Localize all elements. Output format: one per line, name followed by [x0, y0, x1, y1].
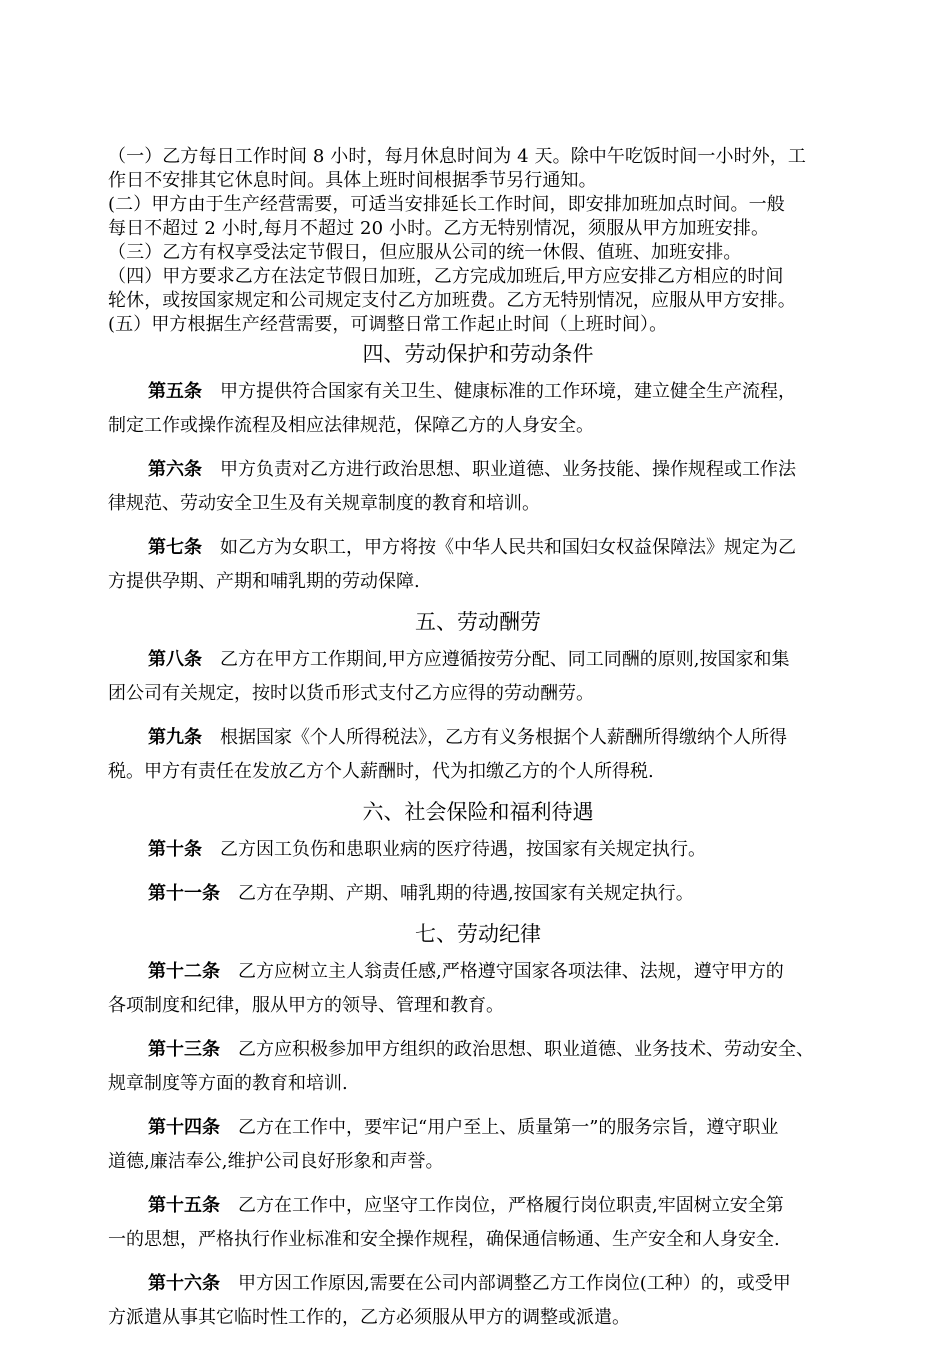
working-hours-item [108, 241, 848, 265]
article [108, 531, 848, 599]
article-label: 第十三条 [148, 1039, 220, 1060]
article-line [108, 1189, 848, 1223]
article-text: 乙方在甲方工作期间,甲方应遵循按劳分配、同工同酬的原则,按国家和集 [220, 649, 790, 670]
article-text: 税。甲方有责任在发放乙方个人薪酬时，代为扣缴乙方的个人所得税. [108, 761, 654, 782]
article-text: 乙方在工作中，应坚守工作岗位，严格履行岗位职责,牢固树立安全第 [238, 1195, 784, 1216]
article [108, 1033, 848, 1101]
working-hours-item [108, 193, 848, 241]
article-line [108, 1223, 848, 1257]
article-text: 甲方提供符合国家有关卫生、健康标准的工作环境，建立健全生产流程， [220, 381, 796, 402]
item-line: 作日不安排其它休息时间。具体上班时间根据季节另行通知。 [108, 170, 597, 191]
article-line [108, 1033, 848, 1067]
article-text: 制定工作或操作流程及相应法律规范，保障乙方的人身安全。 [108, 415, 594, 436]
article-text: 乙方应积极参加甲方组织的政治思想、职业道德、业务技术、劳动安全、 [238, 1039, 814, 1060]
article-text: 乙方在工作中，要牢记“用户至上、质量第一”的服务宗旨，遵守职业 [238, 1117, 779, 1138]
working-hours-item [108, 313, 848, 337]
section-heading: 四、劳动保护和劳动条件 [362, 342, 594, 366]
item-line: (二）甲方由于生产经营需要，可适当安排延长工作时间，即安排加班加点时间。一般 [108, 194, 785, 215]
article [108, 721, 848, 789]
item-line: （四）甲方要求乙方在法定节假日加班，乙方完成加班后,甲方应安排乙方相应的时间 [108, 266, 784, 287]
article-text: 各项制度和纪律，服从甲方的领导、管理和教育。 [108, 995, 504, 1016]
article-label: 第七条 [148, 537, 202, 558]
article-label: 第十四条 [148, 1117, 220, 1138]
article-text: 团公司有关规定，按时以货币形式支付乙方应得的劳动酬劳。 [108, 683, 594, 704]
article-text: 道德,廉洁奉公,维护公司良好形象和声誉。 [108, 1151, 444, 1172]
article-text: 规章制度等方面的教育和培训. [108, 1073, 348, 1094]
article [108, 643, 848, 711]
article-line [108, 487, 848, 521]
article-text: 甲方因工作原因,需要在公司内部调整乙方工作岗位(工种）的，或受甲 [238, 1273, 791, 1294]
article [108, 1111, 848, 1179]
article [108, 833, 848, 867]
article-line [108, 409, 848, 443]
article-line [108, 721, 848, 755]
article [108, 375, 848, 443]
section-heading: 六、社会保险和福利待遇 [362, 800, 594, 824]
article-text: 方提供孕期、产期和哺乳期的劳动保障. [108, 571, 420, 592]
item-line: 轮休，或按国家规定和公司规定支付乙方加班费。乙方无特别情况，应服从甲方安排。 [108, 290, 796, 311]
article [108, 955, 848, 1023]
article-label: 第十六条 [148, 1273, 220, 1294]
section-heading: 七、劳动纪律 [415, 922, 541, 946]
article-line [108, 877, 848, 911]
article-text: 乙方因工负伤和患职业病的医疗待遇，按国家有关规定执行。 [220, 839, 706, 860]
article-label: 第九条 [148, 727, 202, 748]
working-hours-items [108, 145, 848, 337]
article-line [108, 677, 848, 711]
article-line [108, 1111, 848, 1145]
article-text: 律规范、劳动安全卫生及有关规章制度的教育和培训。 [108, 493, 540, 514]
article-line [108, 375, 848, 409]
article-label: 第五条 [148, 381, 202, 402]
article-line [108, 565, 848, 599]
article [108, 877, 848, 911]
item-line: (五）甲方根据生产经营需要，可调整日常工作起止时间（上班时间）。 [108, 314, 668, 335]
article [108, 1189, 848, 1257]
item-line: （一）乙方每日工作时间 8 小时，每月休息时间为 4 天。除中午吃饭时间一小时外，工 [108, 146, 806, 167]
article-text: 甲方负责对乙方进行政治思想、职业道德、业务技能、操作规程或工作法 [220, 459, 796, 480]
article-label: 第八条 [148, 649, 202, 670]
item-line: 每日不超过 2 小时,每月不超过 20 小时。乙方无特别情况，须服从甲方加班安排。 [108, 218, 770, 239]
working-hours-item [108, 145, 848, 193]
article-line [108, 453, 848, 487]
article-line [108, 531, 848, 565]
article-line [108, 643, 848, 677]
article-line [108, 1301, 848, 1335]
item-line: （三）乙方有权享受法定节假日，但应服从公司的统一休假、值班、加班安排。 [108, 242, 742, 263]
article-text: 如乙方为女职工，甲方将按《中华人民共和国妇女权益保障法》规定为乙 [220, 537, 796, 558]
article [108, 453, 848, 521]
article-label: 第十条 [148, 839, 202, 860]
article-label: 第十五条 [148, 1195, 220, 1216]
article-line [108, 1145, 848, 1179]
article-line [108, 989, 848, 1023]
article-label: 第十二条 [148, 961, 220, 982]
article-text: 方派遣从事其它临时性工作的，乙方必须服从甲方的调整或派遣。 [108, 1307, 630, 1328]
article [108, 1267, 848, 1335]
article-line [108, 955, 848, 989]
working-hours-item [108, 265, 848, 313]
article-line [108, 1067, 848, 1101]
section-heading: 五、劳动酬劳 [415, 610, 541, 634]
article-text: 根据国家《个人所得税法》，乙方有义务根据个人薪酬所得缴纳个人所得 [220, 727, 787, 748]
article-line [108, 833, 848, 867]
article-label: 第六条 [148, 459, 202, 480]
article-text: 乙方应树立主人翁责任感,严格遵守国家各项法律、法规，遵守甲方的 [238, 961, 784, 982]
article-text: 乙方在孕期、产期、哺乳期的待遇,按国家有关规定执行。 [238, 883, 694, 904]
article-label: 第十一条 [148, 883, 220, 904]
document-body [108, 145, 848, 1345]
article-text: 一的思想，严格执行作业标准和安全操作规程，确保通信畅通、生产安全和人身安全. [108, 1229, 780, 1250]
contract-sections [108, 341, 848, 1335]
article-line [108, 755, 848, 789]
article-line [108, 1267, 848, 1301]
